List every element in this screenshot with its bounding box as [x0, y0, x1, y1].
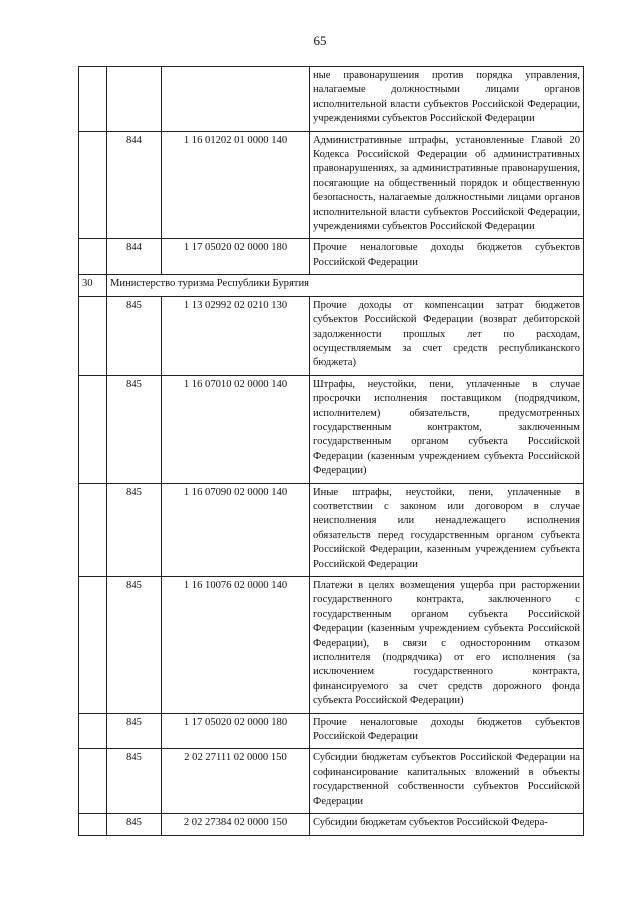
income-description-cell: ные правонарушения против порядка управления, налагаемые должностными лицами органов исполнительной власти субъектов Российской Федерации, учреждениями субъектов Российской Федерации: [310, 67, 584, 132]
admin-code-cell: 845: [107, 713, 162, 749]
row-number-cell: [79, 375, 107, 483]
table-row: [79, 239, 584, 275]
income-description-cell: Прочие неналоговые доходы бюджетов субъектов Российской Федерации: [310, 713, 584, 749]
admin-code-cell: 844: [107, 131, 162, 239]
table-row: [79, 814, 584, 835]
table-row: [79, 483, 584, 576]
row-number-cell: [79, 296, 107, 375]
row-number-cell: [79, 577, 107, 714]
income-code-cell: 2 02 27384 02 0000 150: [162, 814, 310, 835]
table-row: [79, 67, 584, 132]
admin-code-cell: 845: [107, 296, 162, 375]
row-number-cell: [79, 713, 107, 749]
income-description-cell: Штрафы, неустойки, пени, уплаченные в случае просрочки исполнения поставщиком (подрядчиком, исполнителем) обязательств, предусмотренных государственным контрактом, заключенным государственным органом субъекта Российской Федерации (казенным учреждением субъекта Российской Федерации): [310, 375, 584, 483]
table-row: [79, 749, 584, 814]
income-description-cell: Административные штрафы, установленные Главой 20 Кодекса Российской Федерации об административных правонарушениях, за административные правонарушения, посягающие на общественный порядок и общественную безопасность, налагаемые должностными лицами органов исполнительной власти субъектов Российской Федерации, учреждениями субъектов Российской Федерации: [310, 131, 584, 239]
income-description-cell: Прочие неналоговые доходы бюджетов субъектов Российской Федерации: [310, 239, 584, 275]
income-description-cell: Прочие доходы от компенсации затрат бюджетов субъектов Российской Федерации (возврат дебиторской задолженности прошлых лет по расходам, осуществляемым за счет средств республиканского бюджета): [310, 296, 584, 375]
admin-code-cell: 845: [107, 483, 162, 576]
row-number-cell: [79, 814, 107, 835]
page-number: 65: [313, 33, 327, 48]
row-number-cell: [79, 749, 107, 814]
table-row: [79, 577, 584, 714]
row-number-cell: [79, 483, 107, 576]
income-code-cell: 1 16 10076 02 0000 140: [162, 577, 310, 714]
ministry-name: Министерство туризма Республики Бурятия: [107, 275, 584, 296]
income-code-cell: 1 16 07010 02 0000 140: [162, 375, 310, 483]
table-row: [79, 713, 584, 749]
budget-codes-table: [78, 66, 584, 836]
table-row: [79, 131, 584, 239]
income-description-cell: Субсидии бюджетам субъектов Российской Федера-: [310, 814, 584, 835]
income-code-cell: 1 16 07090 02 0000 140: [162, 483, 310, 576]
income-code-cell: 1 16 01202 01 0000 140: [162, 131, 310, 239]
income-description-cell: Субсидии бюджетам субъектов Российской Федерации на софинансирование капитальных вложений в объекты государственной собственности субъектов Российской Федерации: [310, 749, 584, 814]
income-description-cell: Платежи в целях возмещения ущерба при расторжении государственного контракта, заключенного с государственным органом субъекта Российской Федерации (казенным учреждением субъекта Российской Федерации), в связи с односторонним отказом исполнителя (подрядчика) от его исполнения (за исключением государственного контракта, финансируемого за счет средств дорожного фонда субъекта Российской Федерации): [310, 577, 584, 714]
admin-code-cell: 845: [107, 749, 162, 814]
admin-code-cell: 844: [107, 239, 162, 275]
ministry-row: [79, 275, 584, 296]
income-code-cell: [162, 67, 310, 132]
admin-code-cell: 845: [107, 577, 162, 714]
admin-code-cell: [107, 67, 162, 132]
income-code-cell: 1 17 05020 02 0000 180: [162, 713, 310, 749]
row-number-cell: [79, 131, 107, 239]
admin-code-cell: 845: [107, 375, 162, 483]
income-code-cell: 2 02 27111 02 0000 150: [162, 749, 310, 814]
row-number: 30: [79, 275, 107, 296]
income-code-cell: 1 17 05020 02 0000 180: [162, 239, 310, 275]
income-code-cell: 1 13 02992 02 0210 130: [162, 296, 310, 375]
table-row: [79, 375, 584, 483]
row-number-cell: [79, 67, 107, 132]
admin-code-cell: 845: [107, 814, 162, 835]
income-description-cell: Иные штрафы, неустойки, пени, уплаченные в соответствии с законом или договором в случае неисполнения или ненадлежащего исполнения обязательств перед государственным органом субъекта Российской Федерации, казенным учреждением субъекта Российской Федерации: [310, 483, 584, 576]
row-number-cell: [79, 239, 107, 275]
table-row: [79, 296, 584, 375]
